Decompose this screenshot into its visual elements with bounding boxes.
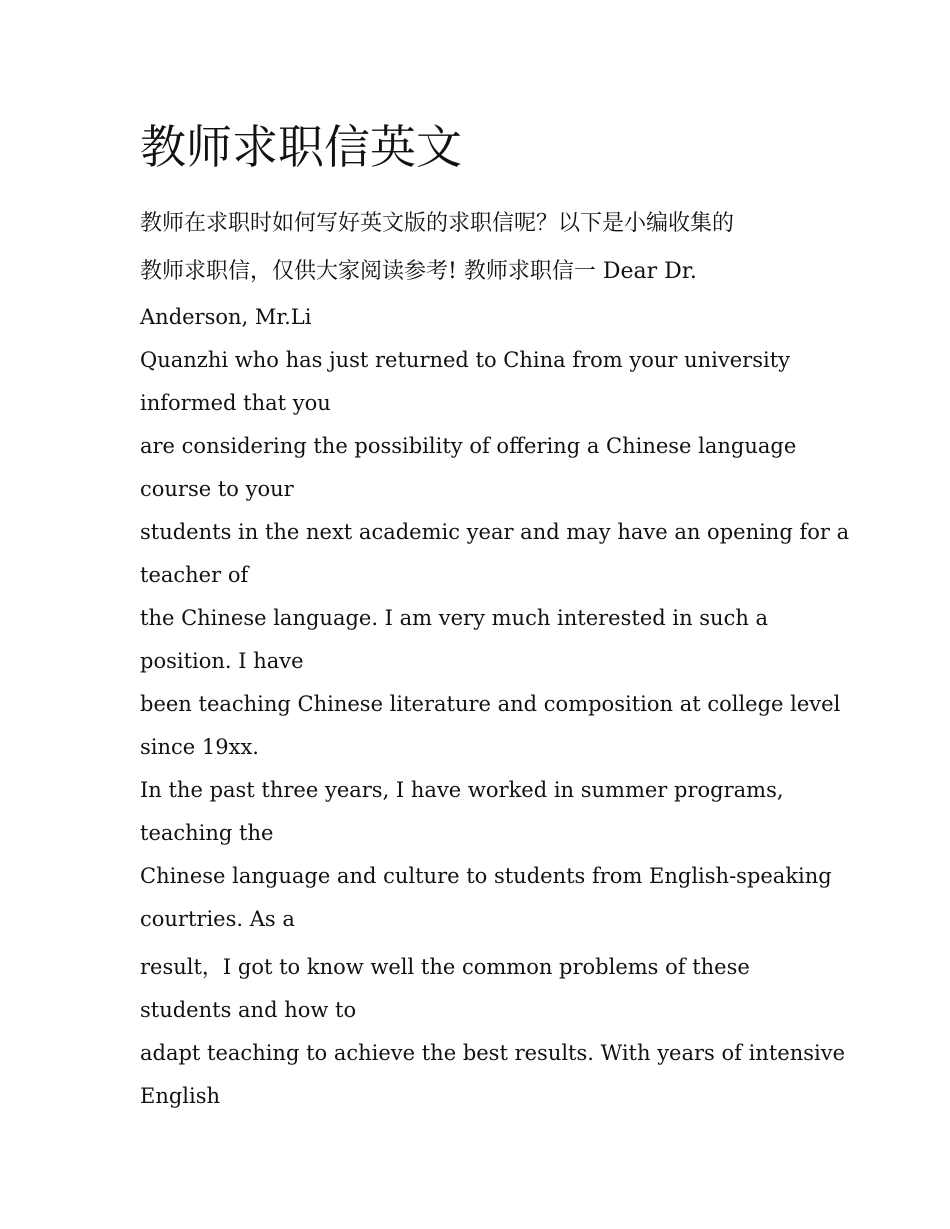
body-line: teaching the xyxy=(140,821,274,845)
body-line: result，I got to know well the common problems of these xyxy=(140,955,750,979)
body-line: teacher of xyxy=(140,563,249,587)
document-title: 教师求职信英文 xyxy=(140,120,462,174)
body-line: 教师求职信，仅供大家阅读参考! 教师求职信一 Dear Dr. xyxy=(140,259,697,284)
body-line: In the past three years, I have worked in summer programs, xyxy=(140,778,784,802)
body-line: Quanzhi who has just returned to China from your university xyxy=(140,348,791,372)
body-line: course to your xyxy=(140,477,294,501)
body-line: students and how to xyxy=(140,998,357,1022)
body-line: English xyxy=(140,1084,221,1108)
body-line: the Chinese language. I am very much interested in such a xyxy=(140,606,769,630)
body-line: students in the next academic year and may have an opening for a xyxy=(140,520,850,544)
document-body xyxy=(140,200,850,1118)
body-line: position. I have xyxy=(140,649,304,673)
body-line: are considering the possibility of offering a Chinese language xyxy=(140,434,797,458)
body-line: since 19xx. xyxy=(140,735,259,759)
body-line: informed that you xyxy=(140,391,331,415)
body-line: been teaching Chinese literature and composition at college level xyxy=(140,692,841,716)
body-line: courtries. As a xyxy=(140,907,295,931)
body-line: Anderson, Mr.Li xyxy=(140,305,312,329)
body-line: Chinese language and culture to students from English-speaking xyxy=(140,864,832,888)
body-line: 教师在求职时如何写好英文版的求职信呢？以下是小编收集的 xyxy=(140,211,735,236)
body-line: adapt teaching to achieve the best results. With years of intensive xyxy=(140,1041,846,1065)
